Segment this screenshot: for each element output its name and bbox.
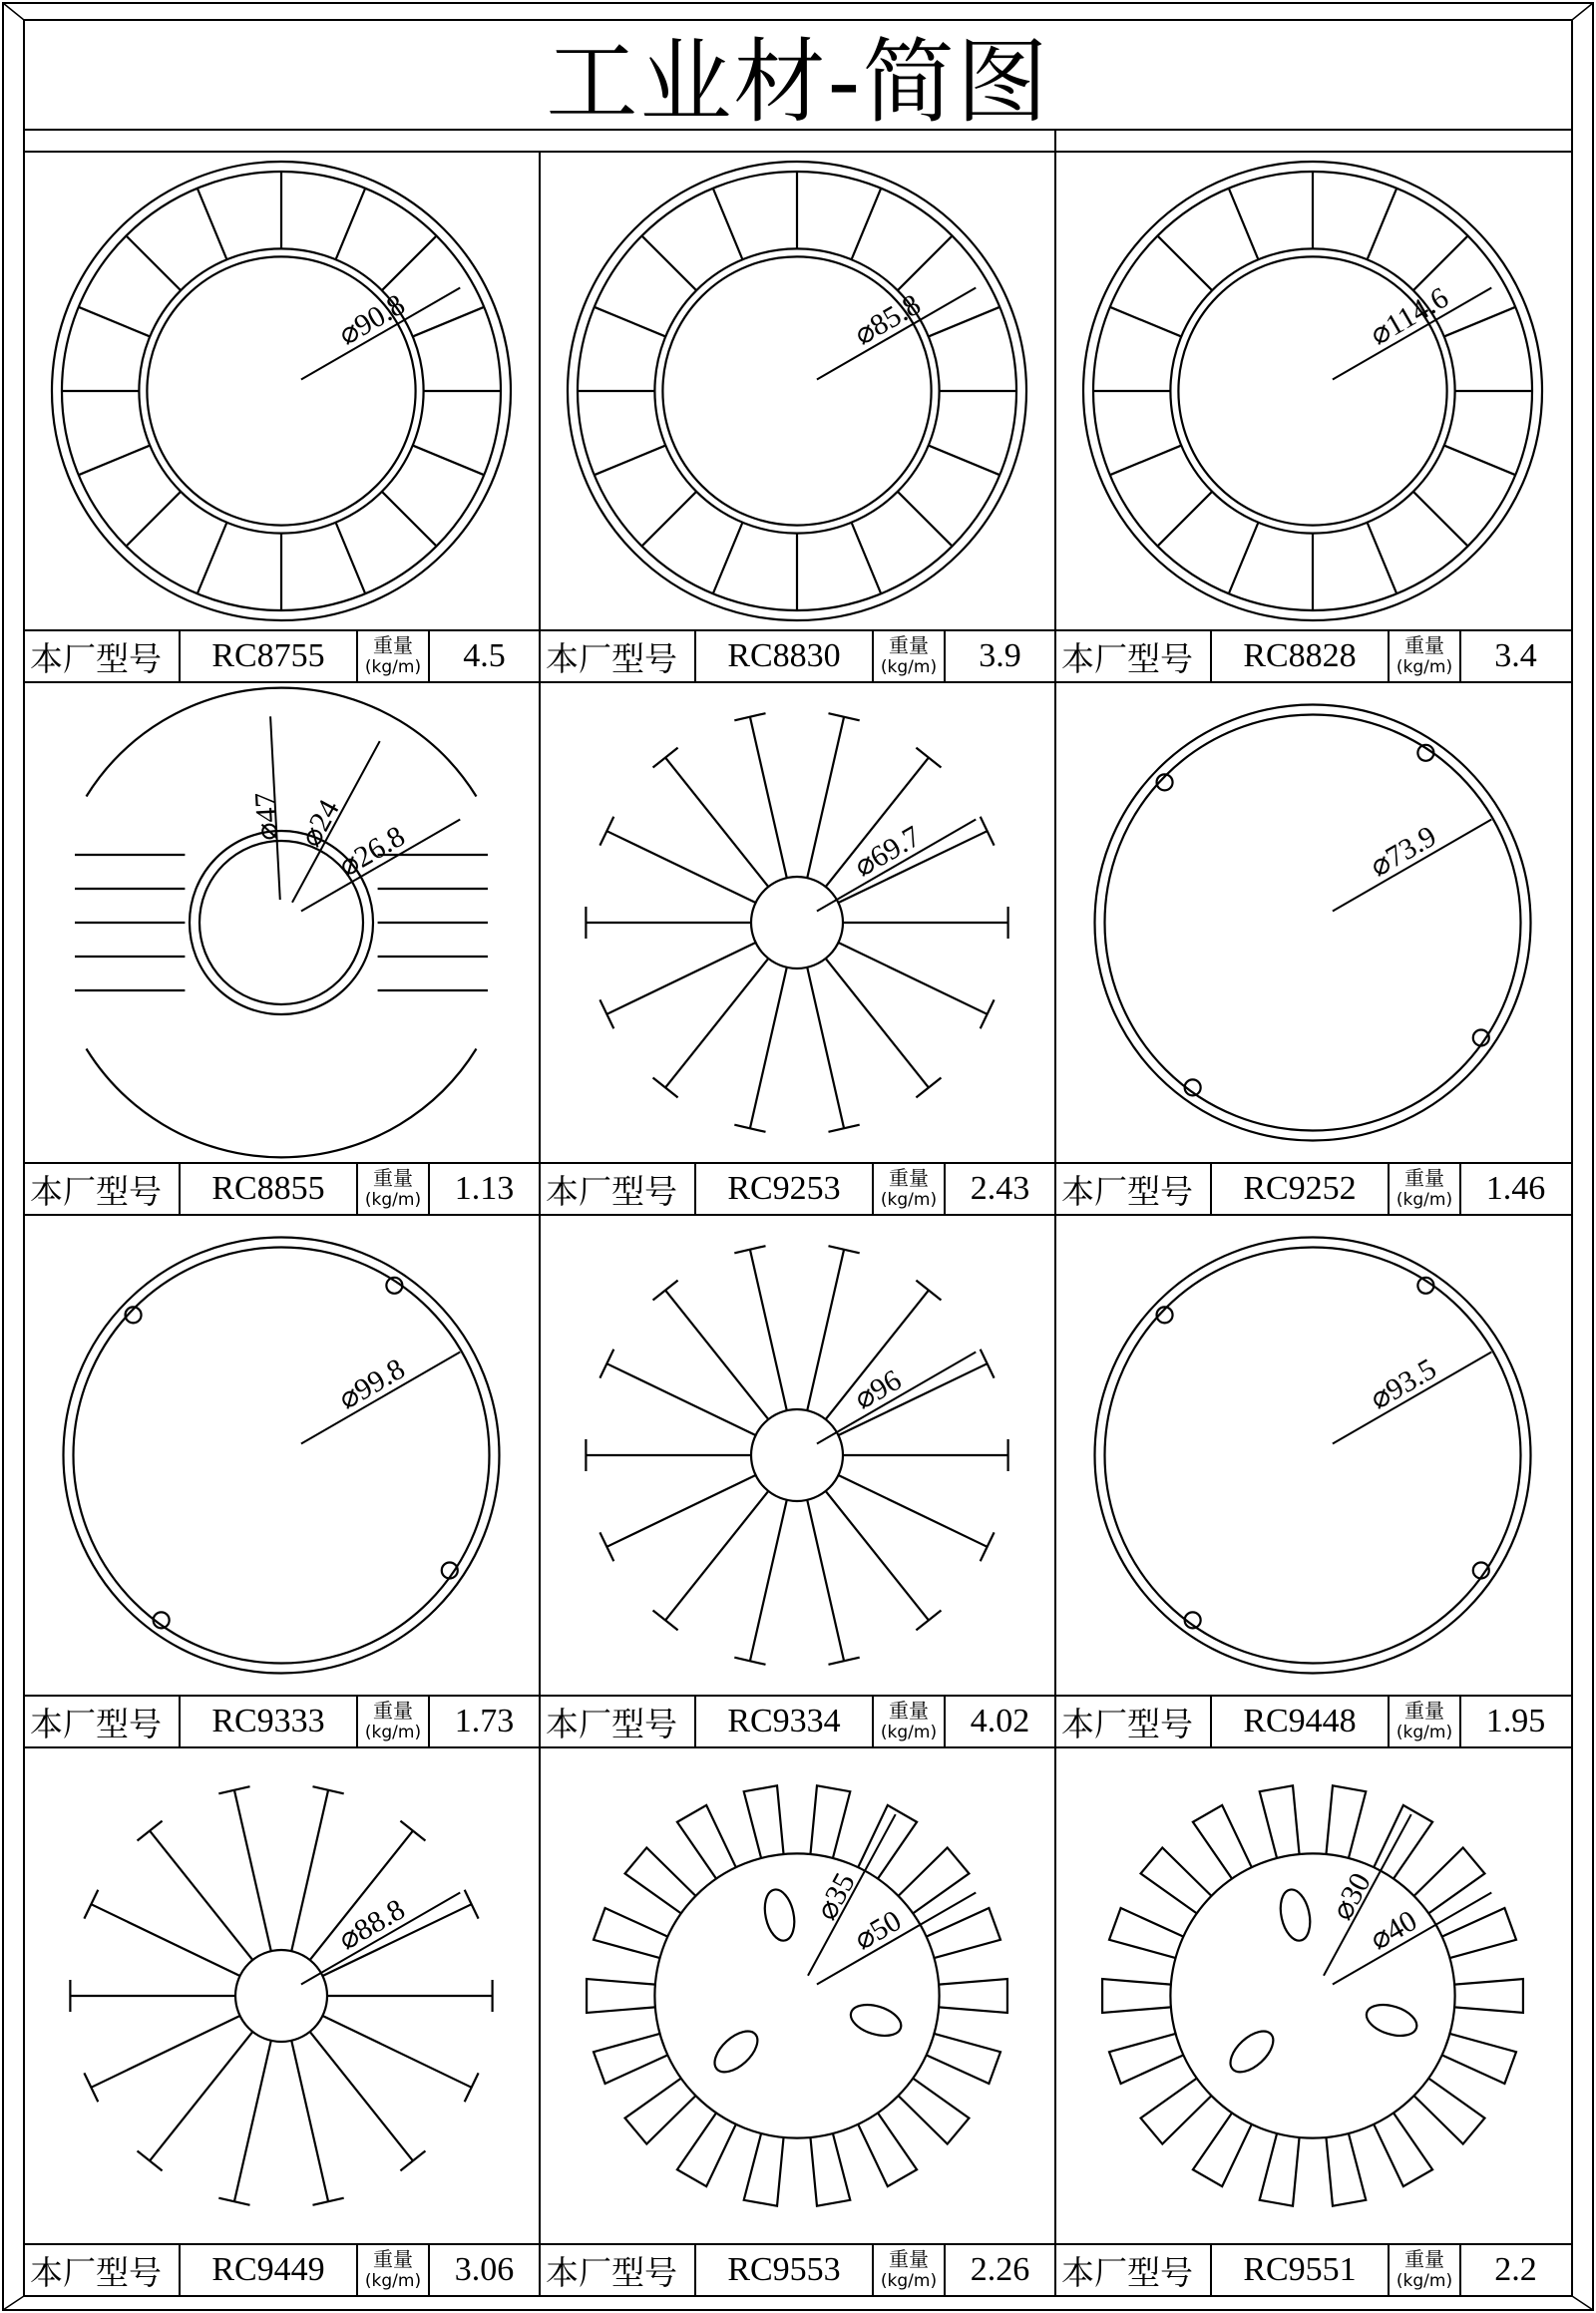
- profile-diagram: [24, 1747, 540, 2244]
- dimension-label: ⌀35: [809, 1867, 862, 1926]
- spec-row: [1055, 1696, 1571, 1747]
- profile-cell: [1055, 152, 1571, 682]
- profile-cell: [540, 682, 1055, 1215]
- model-number: RC9551: [1243, 2251, 1357, 2288]
- profile-cell: [540, 1747, 1055, 2296]
- profile-diagram: [540, 152, 1055, 630]
- dimension-label: ⌀90.8: [332, 287, 411, 352]
- profile-cell: [540, 152, 1055, 682]
- model-number: RC9333: [211, 1703, 325, 1739]
- dimension-label: ⌀85.8: [848, 287, 927, 352]
- dimension-label: ⌀73.9: [1364, 819, 1442, 884]
- model-number: RC9553: [727, 2251, 841, 2288]
- model-number: RC9253: [727, 1170, 841, 1207]
- profile-diagram: [24, 1215, 540, 1696]
- profile-drawing: [1055, 682, 1571, 1163]
- model-label: 本厂型号: [30, 2252, 162, 2292]
- model-number: RC8855: [211, 1170, 325, 1207]
- model-label: 本厂型号: [30, 1704, 162, 1743]
- profile-diagram: [1055, 152, 1571, 630]
- model-number: RC9449: [211, 2251, 325, 2288]
- spec-row: [540, 630, 1055, 682]
- dimension-label: ⌀24: [293, 794, 346, 853]
- weight-label: 重量 (kg/m): [364, 633, 422, 677]
- model-number: RC8755: [211, 637, 325, 674]
- weight-label: 重量 (kg/m): [880, 1699, 938, 1742]
- dimension-label: ⌀30: [1325, 1867, 1378, 1926]
- model-label: 本厂型号: [546, 2252, 677, 2292]
- profile-cell: [540, 1215, 1055, 1747]
- weight-label: 重量 (kg/m): [1396, 1166, 1453, 1210]
- spec-row: [1055, 1163, 1571, 1215]
- profile-diagram: [540, 1747, 1055, 2244]
- spec-row: [540, 2244, 1055, 2296]
- weight-value: 2.2: [1494, 2251, 1537, 2288]
- profile-cell: [24, 682, 540, 1215]
- weight-value: 4.02: [970, 1703, 1030, 1739]
- dimension-label: ⌀26.8: [332, 819, 411, 884]
- model-number: RC9334: [727, 1703, 841, 1739]
- dimension-label: ⌀88.8: [332, 1892, 411, 1957]
- weight-value: 2.43: [970, 1170, 1030, 1207]
- dimension-label: ⌀69.7: [848, 819, 927, 884]
- weight-label: 重量 (kg/m): [1396, 633, 1453, 677]
- profile-drawing: [24, 1747, 540, 2244]
- dimension-label: ⌀47: [248, 791, 285, 842]
- model-label: 本厂型号: [1061, 1704, 1193, 1743]
- profile-cell: [24, 1747, 540, 2296]
- model-label: 本厂型号: [30, 638, 162, 678]
- profile-drawing: [1055, 152, 1571, 630]
- profile-cell: [1055, 1747, 1571, 2296]
- profile-cell: [24, 1215, 540, 1747]
- profile-diagram: [1055, 1215, 1571, 1696]
- spec-row: [1055, 2244, 1571, 2296]
- weight-label: 重量 (kg/m): [880, 2247, 938, 2291]
- profile-drawing: [540, 682, 1055, 1163]
- weight-value: 3.06: [454, 2251, 515, 2288]
- weight-value: 1.95: [1485, 1703, 1546, 1739]
- weight-label: 重量 (kg/m): [880, 633, 938, 677]
- profile-cell: [24, 152, 540, 682]
- dimension-label: ⌀114.6: [1364, 280, 1454, 352]
- model-label: 本厂型号: [546, 638, 677, 678]
- spec-row: [24, 1696, 540, 1747]
- profile-drawing: [1055, 1215, 1571, 1696]
- model-label: 本厂型号: [546, 1704, 677, 1743]
- weight-value: 1.73: [454, 1703, 515, 1739]
- dimension-label: ⌀50: [848, 1903, 908, 1957]
- weight-value: 1.13: [454, 1170, 515, 1207]
- profile-drawing: [540, 152, 1055, 630]
- profile-drawing: [1055, 1747, 1571, 2244]
- spec-row: [540, 1696, 1055, 1747]
- weight-label: 重量 (kg/m): [364, 1166, 422, 1210]
- dimension-label: ⌀96: [848, 1362, 908, 1416]
- spec-row: [24, 2244, 540, 2296]
- weight-value: 2.26: [970, 2251, 1030, 2288]
- spec-row: [1055, 630, 1571, 682]
- profile-diagram: [24, 152, 540, 630]
- weight-label: 重量 (kg/m): [364, 2247, 422, 2291]
- model-label: 本厂型号: [1061, 1171, 1193, 1211]
- page-title: 工业材-简图: [546, 29, 1050, 136]
- weight-label: 重量 (kg/m): [364, 1699, 422, 1742]
- dimension-label: ⌀99.8: [332, 1351, 411, 1416]
- model-number: RC9252: [1243, 1170, 1357, 1207]
- profile-drawing: [540, 1747, 1055, 2244]
- dimension-label: ⌀93.5: [1364, 1351, 1442, 1416]
- weight-label: 重量 (kg/m): [880, 1166, 938, 1210]
- weight-value: 4.5: [463, 637, 506, 674]
- spec-row: [24, 630, 540, 682]
- model-label: 本厂型号: [1061, 2252, 1193, 2292]
- profile-diagram: [1055, 682, 1571, 1163]
- profile-diagram: [540, 1215, 1055, 1696]
- dimension-label: ⌀40: [1364, 1903, 1423, 1957]
- profile-drawing: [24, 1215, 540, 1696]
- profile-drawing: [540, 1215, 1055, 1696]
- profile-diagram: [24, 682, 540, 1163]
- profile-drawing: [24, 152, 540, 630]
- profile-diagram: [540, 682, 1055, 1163]
- spec-row: [24, 1163, 540, 1215]
- weight-value: 3.9: [979, 637, 1021, 674]
- profile-cell: [1055, 682, 1571, 1215]
- weight-value: 1.46: [1485, 1170, 1546, 1207]
- model-label: 本厂型号: [30, 1171, 162, 1211]
- model-label: 本厂型号: [1061, 638, 1193, 678]
- profile-cell: [1055, 1215, 1571, 1747]
- profile-drawing: [24, 682, 540, 1163]
- profile-diagram: [1055, 1747, 1571, 2244]
- weight-label: 重量 (kg/m): [1396, 2247, 1453, 2291]
- weight-value: 3.4: [1494, 637, 1537, 674]
- model-number: RC8828: [1243, 637, 1357, 674]
- spec-row: [540, 1163, 1055, 1215]
- model-label: 本厂型号: [546, 1171, 677, 1211]
- model-number: RC9448: [1243, 1703, 1357, 1739]
- model-number: RC8830: [727, 637, 841, 674]
- weight-label: 重量 (kg/m): [1396, 1699, 1453, 1742]
